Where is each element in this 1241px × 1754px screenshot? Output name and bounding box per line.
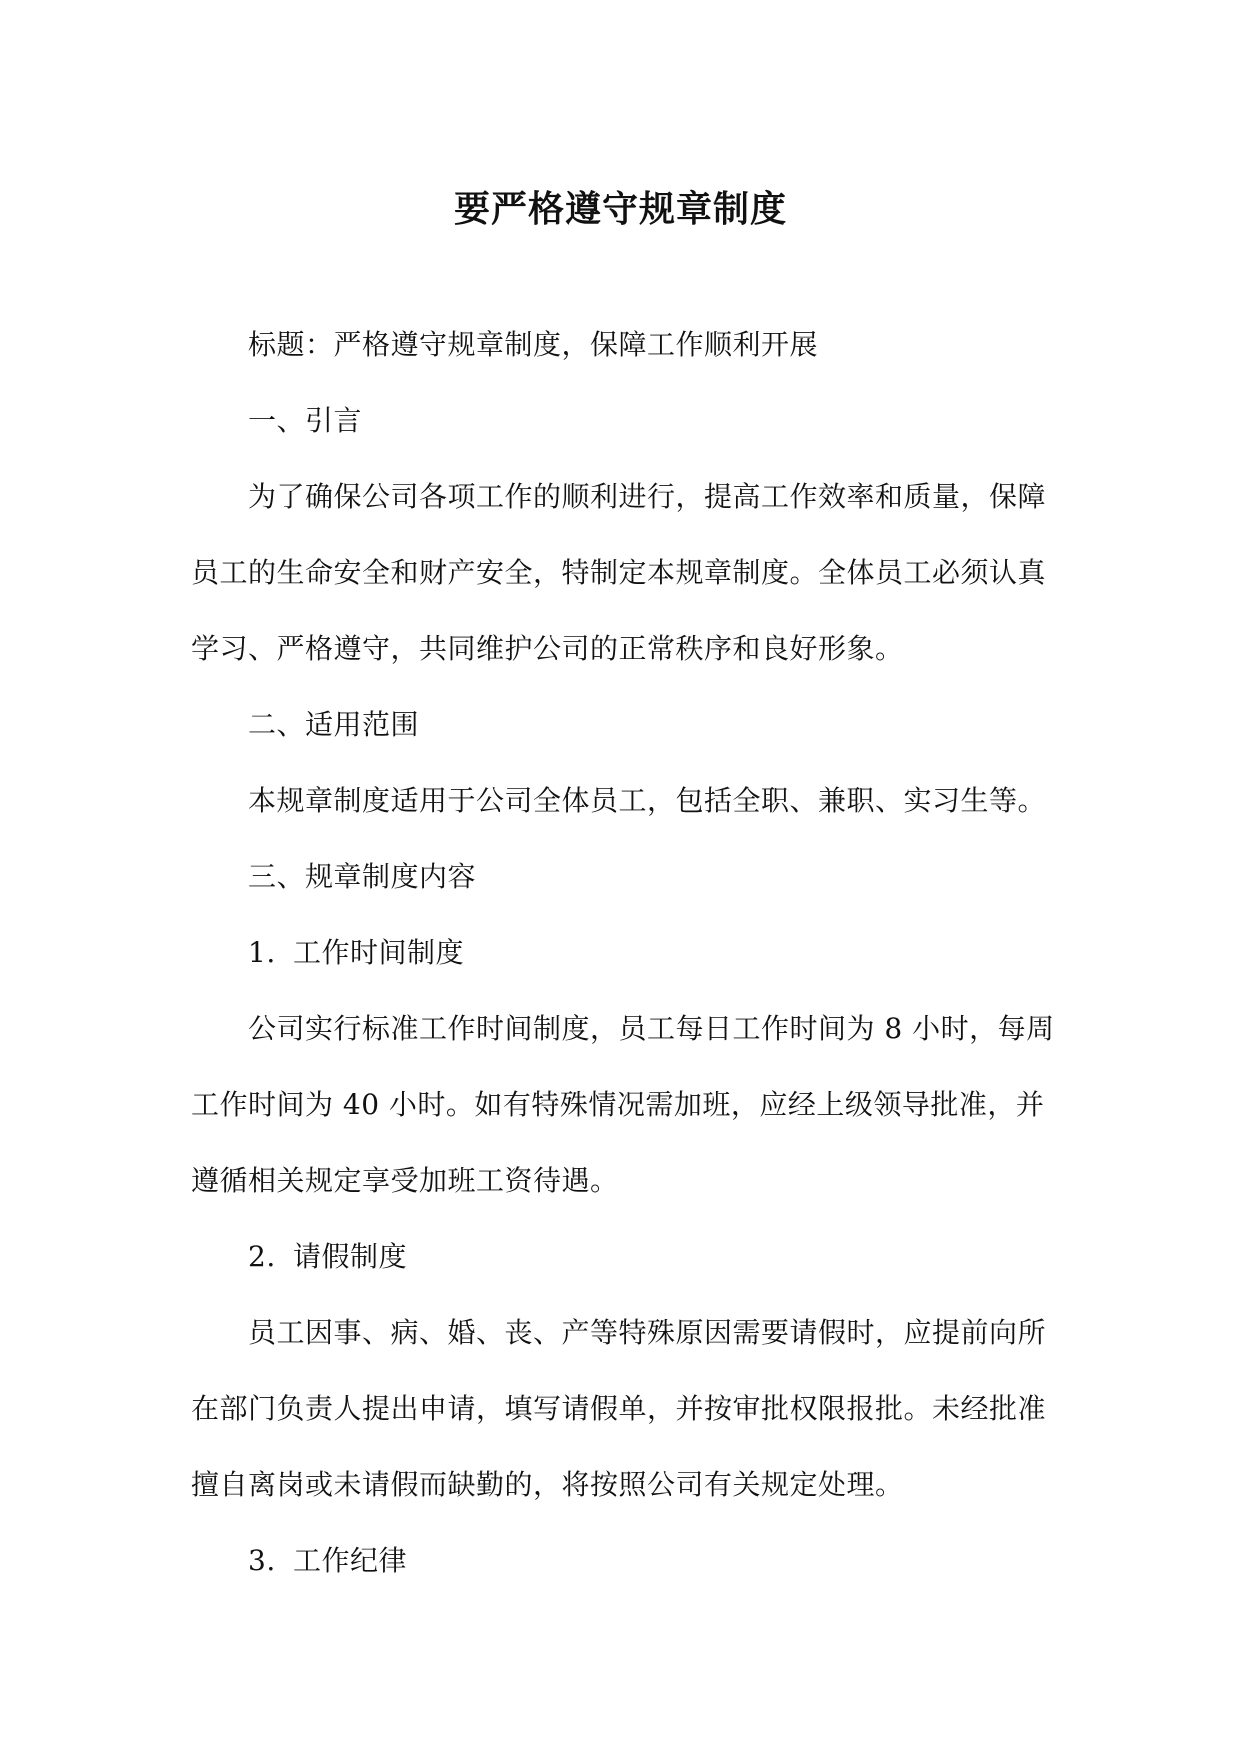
scope-paragraph: 本规章制度适用于公司全体员工，包括全职、兼职、实习生等。 [248,784,1047,817]
leave-line-3: 擅自离岗或未请假而缺勤的，将按照公司有关规定处理。 [191,1468,904,1501]
item-heading-discipline [191,1523,1061,1599]
worktime-line-1: 公司实行标准工作时间制度，员工每日工作时间为 8 小时，每周 [248,1012,1055,1045]
section-heading-scope: 二、适用范围 [248,708,420,741]
intro-line-3: 学习、严格遵守，共同维护公司的正常秩序和良好形象。 [191,632,904,665]
leave-line-1: 员工因事、病、婚、丧、产等特殊原因需要请假时，应提前向所 [248,1316,1047,1349]
item-label: 请假制度 [293,1240,408,1273]
item-label: 工作纪律 [293,1544,408,1577]
worktime-line-2: 工作时间为 40 小时。如有特殊情况需加班，应经上级领导批准，并 [191,1088,1045,1121]
item-heading-worktime [191,915,1061,991]
section-heading-intro: 一、引言 [248,404,363,437]
item-number: 3. [248,1544,276,1577]
document-title: 要严格遵守规章制度 [453,188,787,230]
intro-line-1: 为了确保公司各项工作的顺利进行，提高工作效率和质量，保障 [248,480,1047,513]
item-label: 工作时间制度 [293,936,465,969]
section-heading-rules: 三、规章制度内容 [248,860,477,893]
item-heading-leave [191,1219,1061,1295]
document-body [191,307,1061,1599]
intro-line-2: 员工的生命安全和财产安全，特制定本规章制度。全体员工必须认真 [191,556,1047,589]
item-number: 1. [248,936,276,969]
worktime-line-3: 遵循相关规定享受加班工资待遇。 [191,1164,619,1197]
item-number: 2. [248,1240,276,1273]
heading-line: 标题：严格遵守规章制度，保障工作顺利开展 [248,328,819,361]
leave-line-2: 在部门负责人提出申请，填写请假单，并按审批权限报批。未经批准 [191,1392,1047,1425]
